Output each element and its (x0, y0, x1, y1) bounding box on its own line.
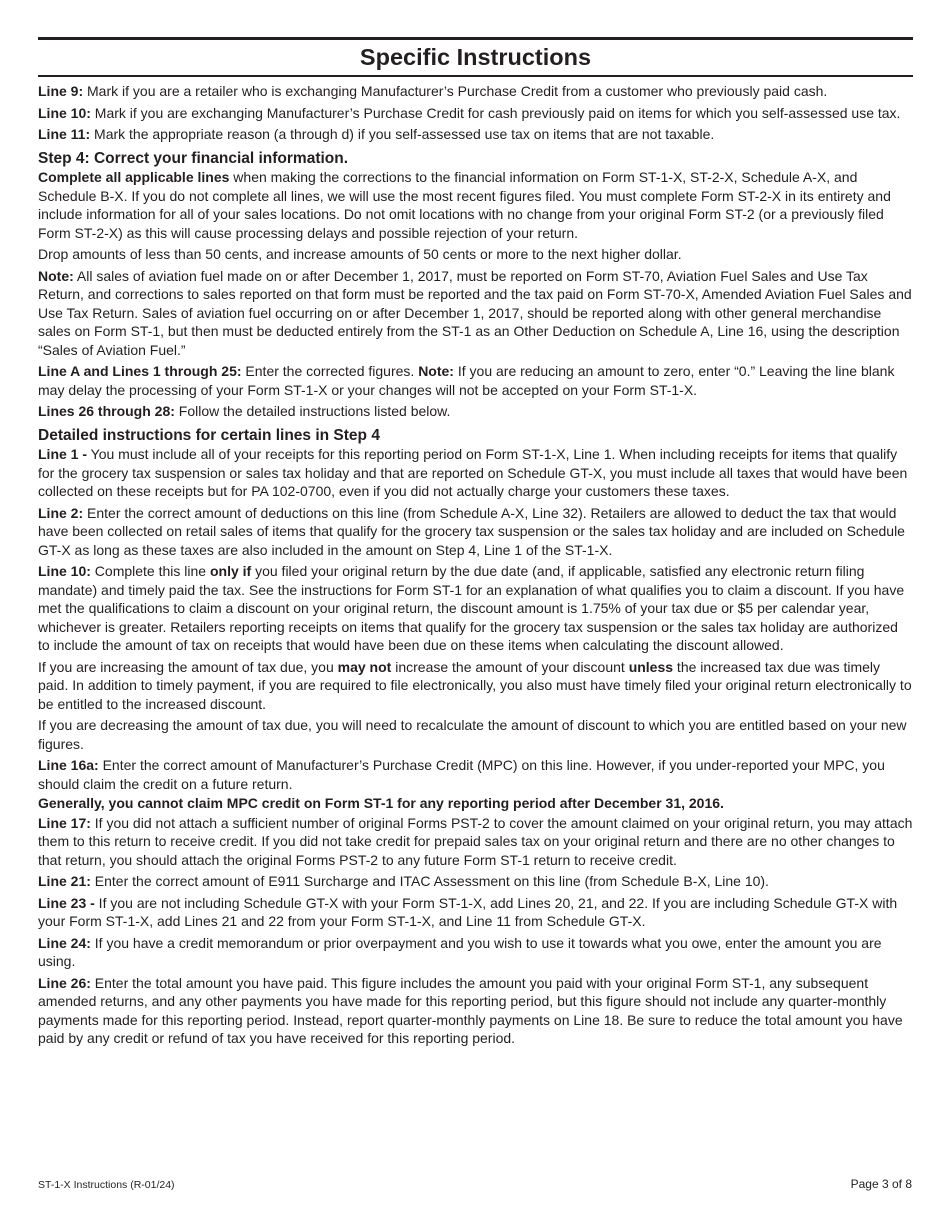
para-line21 (38, 872, 913, 891)
para-drop-amounts: Drop amounts of less than 50 cents, and increase amounts of 50 cents or more to the next higher dollar. (38, 246, 682, 262)
line-label: Line 17: (38, 814, 91, 831)
para-line24 (38, 934, 913, 971)
line-label: Line 11: (38, 126, 91, 142)
para-note-aviation (38, 267, 913, 360)
para-line17 (38, 814, 913, 870)
emphasis: only if (209, 563, 252, 579)
page-title: Specific Instructions (359, 44, 592, 70)
emphasis: unless (628, 658, 674, 675)
para-line1 (38, 445, 913, 501)
para-text: when making the corrections to the financial information on Form ST-1-X, ST-2-X, Schedule A-X, and Schedule B-X. If you do not complete all lines, we will use the most recent figures filed. You must complete Form ST-2-X in its entirety and include information for all of your sales locations. Do not omit locations with no change from your original Form ST-2 (or a previously filed Form ST-2-X) as this will cause processing delays and possible rejection of your return. (38, 169, 891, 241)
para-text: You must include all of your receipts for this reporting period on Form ST-1-X, Line 1. When including receipts for items that qualify for the grocery tax suspension or sales tax holiday and that are reported on Schedule GT-X, you must include all taxes that would have been collected on these receipts but for PA 102-0700, even if you did not actually charge your customers these taxes. (38, 446, 908, 499)
para-text: Enter the correct amount of E911 Surcharge and ITAC Assessment on this line (from Schedule B-X, Line 10). (90, 873, 769, 889)
line-label: Line 26: (38, 974, 91, 991)
para-text: If you are not including Schedule GT-X with your Form ST-1-X, add Lines 20, 21, and 22. If you are including Schedule GT-X with your Form ST-1-X, add Lines 21 and 22 from your Form ST-1-X, and Line 11 from Schedule GT-X. (38, 894, 898, 929)
para-text: If you are reducing an amount to zero, enter “0.” Leaving the line blank may delay the processing of your Form ST-1-X or your changes will not be accepted on your Form ST-1-X. (38, 363, 895, 398)
para-line10 (38, 104, 913, 123)
title-rule (38, 75, 913, 77)
para-text: increase the amount of your discount (391, 658, 629, 675)
para-line23 (38, 894, 913, 931)
line-label: Line 23 - (38, 894, 95, 911)
line-label: Line 24: (38, 934, 91, 951)
para-text: If you did not attach a sufficient number of original Forms PST-2 to cover the amount claimed on your original return, you may attach them to this return to receive credit. If you did not take credit for prepaid sales tax on your original return and there are no other changes to that return, you should attach the original Forms PST-2 to any future Form ST-1 return to receive credit. (38, 814, 913, 868)
line-label: Line 2: (38, 504, 84, 521)
line-label: Line 16a: (38, 757, 99, 773)
para-text: Enter the correct amount of deductions on this line (from Schedule A-X, Line 32). Retailers are allowed to deduct the tax that would have been collected on retail sales of items that qualify for the grocery tax suspension or the sales tax holiday and are included on Schedule GT-X as long as these taxes are also included in the amount on Step 4, Line 1 of the ST-1-X. (38, 504, 905, 558)
para-line16a (38, 756, 913, 793)
para-line11 (38, 125, 913, 144)
line-label: Line A and Lines 1 through 25: (38, 363, 242, 379)
para-line-a (38, 362, 913, 399)
para-line26 (38, 974, 913, 1048)
emphasis: may not (337, 658, 392, 675)
line-label: Line 21: (38, 873, 91, 889)
note-label: Note: (38, 267, 74, 284)
para-text: All sales of aviation fuel made on or after December 1, 2017, must be reported on Form ST-70, Aviation Fuel Sales and Use Tax Return, and corrections to sales reported on that form must be reported and the tax paid on Form ST-70-X, Amended Aviation Fuel Sales and Use Tax Return. Sales of aviation fuel occurring on or after December 1, 2017, should be reported along with other general merchandise sales on Form ST-1, but then must be deducted entirely from the ST-1 as an Other Deduction on Schedule A, Line 16, using the description “Sales of Aviation Fuel.” (38, 267, 912, 358)
para-text: Follow the detailed instructions listed below. (174, 403, 451, 419)
instructions-body (38, 82, 913, 1051)
para-lines-26-28 (38, 402, 913, 421)
para-text: Mark if you are exchanging Manufacturer’s Purchase Credit for cash previously paid on items for which you self-assessed use tax. (90, 104, 901, 121)
detailed-heading: Detailed instructions for certain lines in Step 4 (38, 426, 380, 444)
line-label: Line 10: (38, 104, 91, 121)
para-text: Enter the correct amount of Manufacturer’s Purchase Credit (MPC) on this line. However, if you under-reported your MPC, you should claim the credit on a future return. (38, 757, 885, 792)
para-text: Mark the appropriate reason (a through d) if you self-assessed use tax on items that are not taxable. (90, 126, 715, 142)
para-text: If you are increasing the amount of tax due, you (38, 658, 338, 675)
para-text: Mark if you are a retailer who is exchanging Manufacturer’s Purchase Credit from a customer who previously paid cash. (83, 83, 828, 99)
para-complete-all (38, 168, 913, 242)
para-line10-discount (38, 562, 913, 655)
step4-heading: Step 4: Correct your financial information. (38, 149, 349, 167)
line-label: Line 1 - (38, 446, 88, 462)
para-line2 (38, 504, 913, 560)
para-text: the increased tax due was timely paid. In addition to timely payment, if you are required to file electronically, you also must have timely filed your original return electronically to be entitled to the increased discount. (38, 658, 912, 712)
footer-form-id: ST-1-X Instructions (R-01/24) (38, 1179, 175, 1191)
note-label: Note: (418, 363, 454, 379)
line-label: Line 10: (38, 563, 91, 579)
para-text: Enter the total amount you have paid. This figure includes the amount you paid with your original Form ST-1, any subsequent amended returns, and any other payments you have made for this reporting period, but this figure should not include any quarter-monthly payments made for this reporting period. Instead, report quarter-monthly payments on Line 18. Be sure to reduce the total amount you have paid by any credit or refund of tax you have received for this reporting period. (38, 974, 903, 1046)
para-mpc-warning: Generally, you cannot claim MPC credit on Form ST-1 for any reporting period after December 31, 2016. (38, 795, 724, 811)
para-text: Complete this line (90, 563, 210, 579)
line-label: Line 9: (38, 83, 84, 99)
top-rule (38, 37, 913, 40)
footer-page-number: Page 3 of 8 (850, 1177, 912, 1191)
line-label: Complete all applicable lines (38, 169, 230, 185)
line-label: Lines 26 through 28: (38, 403, 175, 419)
para-decreasing: If you are decreasing the amount of tax due, you will need to recalculate the amount of discount to which you are entitled based on your new figures. (38, 717, 907, 752)
para-increasing (38, 658, 913, 714)
para-text: you filed your original return by the due date (and, if applicable, satisfied any electronic return filing mandate) and timely paid the tax. See the instructions for Form ST-1 for an explanation of what qualifies you to claim a discount. If you have met the qualifications to claim a discount on your original return, the discount amount is 1.75% of your tax due or $5 per calendar year, whichever is greater. Retailers reporting receipts on items that qualify for the grocery tax suspension or the sales tax holiday are authorized to include the amount of tax on receipts that would have been due on these items when calculating the discount allowed. (38, 563, 905, 653)
para-text: Enter the corrected figures. (241, 363, 419, 379)
para-line9 (38, 82, 913, 101)
para-text: If you have a credit memorandum or prior overpayment and you wish to use it towards what you owe, enter the amount you are using. (38, 934, 882, 969)
